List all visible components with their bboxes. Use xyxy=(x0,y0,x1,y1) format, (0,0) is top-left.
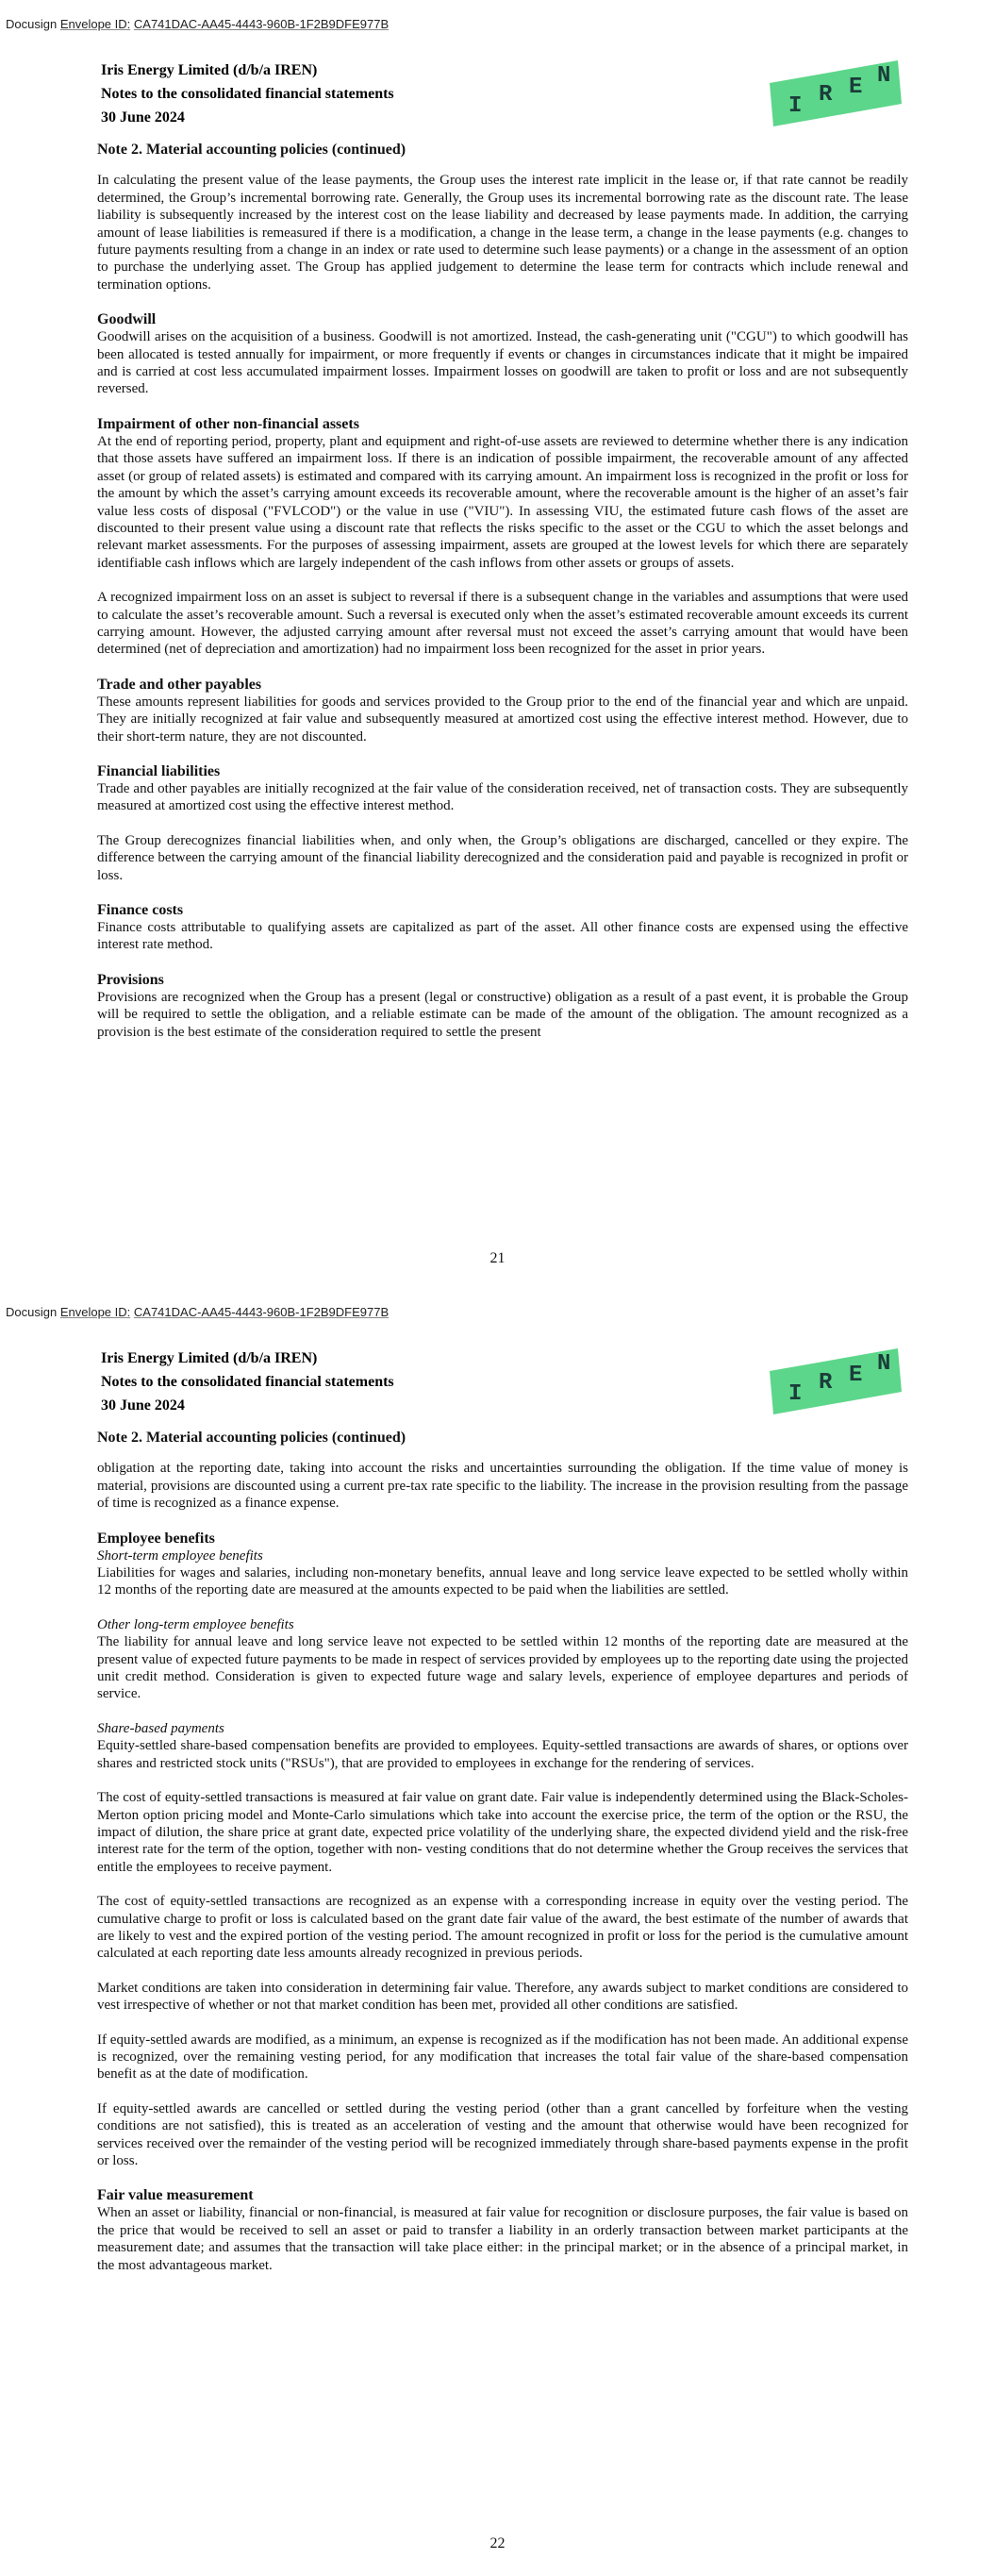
share-based-paragraph-4: Market conditions are taken into consideration in determining fair value. Therefore, any awards subject to market conditions are considered to vest irrespective of whether or not that market condition has been met, provided all other conditions are satisfied. xyxy=(97,1980,908,2014)
logo-letter-i: I xyxy=(788,93,803,119)
report-date: 30 June 2024 xyxy=(101,1397,185,1413)
page-content xyxy=(97,1430,908,2274)
goodwill-heading: Goodwill xyxy=(97,311,157,328)
long-term-benefits-paragraph: The liability for annual leave and long service leave not expected to be settled within 12 months of the reporting date are measured at the present value of expected future payments to be made in respect of services provided by employees up to the reporting date using the projected unit credit method. Consideration is given to expected future wage and salary levels, experience of employee departures and periods of service. xyxy=(97,1634,908,1702)
impairment-heading: Impairment of other non-financial assets xyxy=(97,415,359,432)
envelope-prefix: Docusign xyxy=(6,17,58,31)
envelope-id-value: CA741DAC-AA45-4443-960B-1F2B9DFE977B xyxy=(133,1305,390,1319)
report-date: 30 June 2024 xyxy=(101,109,185,125)
company-name: Iris Energy Limited (d/b/a IREN) xyxy=(101,1350,318,1366)
finance-costs-paragraph: Finance costs attributable to qualifying assets are capitalized as part of the asset. All other finance costs are expensed using the effective interest rate method. xyxy=(97,920,908,953)
fair-value-paragraph: When an asset or liability, financial or non-financial, is measured at fair value for recognition or disclosure purposes, the fair value is based on the price that would be received to sell an asset or paid to transfer a liability in an orderly transaction between market participants at the measurement date; and assumes that the transaction will take place either: in the principal market; or in the absence of a principal market, in the most advantageous market. xyxy=(97,2205,908,2273)
payables-paragraph: These amounts represent liabilities for goods and services provided to the Group prior to the end of the financial year and which are unpaid. They are initially recognized at fair value and subsequently measured at amortized cost using the effective interest method. However, due to their short-term nature, they are not discounted. xyxy=(97,694,908,744)
logo-letter-r: R xyxy=(819,1370,833,1396)
envelope-label: Envelope ID: xyxy=(59,1305,131,1319)
page-content xyxy=(97,142,908,1041)
share-based-paragraph-3: The cost of equity-settled transactions are recognized as an expense with a corresponding increase in equity over the vesting period. The cumulative charge to profit or loss is calculated based on the grant date fair value of the award, the best estimate of the number of awards that are likely to vest and the expired portion of the vesting period. The amount recognized in profit or loss for the period is the cumulative amount calculated at each reporting date less amounts already recognized in previous periods. xyxy=(97,1894,908,1962)
employee-benefits-heading: Employee benefits xyxy=(97,1530,215,1547)
logo-letter-n: N xyxy=(877,63,891,89)
share-based-paragraph-1: Equity-settled share-based compensation benefits are provided to employees. Equity-settled transactions are awards of shares, or options over shares and restricted stock units ("RSUs"), that are provided to employees in exchange for the rendering of services. xyxy=(97,1738,908,1771)
provisions-heading: Provisions xyxy=(97,971,164,988)
docusign-envelope-id xyxy=(6,1305,389,1319)
page-number: 21 xyxy=(489,1250,506,1266)
provisions-paragraph: Provisions are recognized when the Group has a present (legal or constructive) obligation as a result of a past event, it is probable the Group will be required to settle the obligation, and a reliable estimate can be made of the amount of the obligation. The amount recognized as a provision is the best estimate of the consideration required to settle the present xyxy=(97,989,908,1040)
financial-liabilities-heading: Financial liabilities xyxy=(97,762,221,779)
long-term-benefits-subheading: Other long-term employee benefits xyxy=(97,1616,294,1632)
envelope-label: Envelope ID: xyxy=(59,17,131,31)
page-22 xyxy=(0,1288,995,2576)
logo-letter-i: I xyxy=(788,1381,803,1407)
share-based-paragraph-6: If equity-settled awards are cancelled or settled during the vesting period (other than a grant cancelled by forfeiture when the vesting conditions are not satisfied), this is treated as an acceleration of vesting and the amount that otherwise would have been recognized for services received over the remainder of the vesting period will be recognized immediately through share-based payments expense in the profit or loss. xyxy=(97,2100,908,2168)
lease-paragraph: In calculating the present value of the lease payments, the Group uses the interest rate implicit in the lease or, if that rate cannot be readily determined, the Group’s incremental borrowing rate. Generally, the Group uses its incremental borrowing rate as the discount rate. The lease liability is subsequently increased by the interest cost on the lease liability and decreased by lease payments made. In addition, the carrying amount of lease liabilities is remeasured if there is a modification, a change in the lease term, a change in the lease payments (e.g. changes to future payments resulting from a change in an index or rate used to determine such lease payments) or a change in the assessment of an option to purchase the underlying asset. The Group has applied judgement to determine the lease term for contracts which include renewal and termination options. xyxy=(97,173,908,293)
note-heading: Note 2. Material accounting policies (continued) xyxy=(97,1430,406,1446)
report-title: Notes to the consolidated financial statements xyxy=(101,86,394,102)
logo-letter-e: E xyxy=(849,75,863,100)
envelope-prefix: Docusign xyxy=(6,1305,58,1319)
provisions-continued-paragraph: obligation at the reporting date, taking into account the risks and uncertainties surrounding the obligation. If the time value of money is material, provisions are discounted using a current pre-tax rate specific to the liability. The increase in the provision resulting from the passage of time is recognized as a finance expense. xyxy=(97,1461,908,1512)
finance-costs-heading: Finance costs xyxy=(97,902,184,918)
short-term-benefits-paragraph: Liabilities for wages and salaries, including non-monetary benefits, annual leave and long service leave expected to be settled wholly within 12 months of the reporting date are measured at the amounts expected to be paid when the liabilities are settled. xyxy=(97,1565,908,1598)
impairment-paragraph-1: At the end of reporting period, property, plant and equipment and right-of-use assets are reviewed to determine whether there is any indication that those assets have suffered an impairment loss. If there is an indication of possible impairment, the recoverable amount of any affected asset (or group of related assets) is estimated and compared with its carrying amount. An impairment loss is recognized in the profit or loss for the amount by which the asset’s carrying amount exceeds its recoverable amount, where the recoverable amount is the higher of an asset’s fair value less costs of disposal ("FVLCOD") or the value in use ("VIU"). In assessing VIU, the estimated future cash flows of the asset are discounted to their present value using a discount rate that reflects the risks specific to the asset or the CGU to which the asset belongs and relevant market assessments. For the purposes of assessing impairment, assets are grouped at the lowest levels for which there are separately identifiable cash inflows which are largely independent of the cash inflows from other assets or groups of assets. xyxy=(97,433,908,571)
logo-letter-n: N xyxy=(877,1351,891,1377)
short-term-benefits-subheading: Short-term employee benefits xyxy=(97,1547,263,1564)
envelope-id-value: CA741DAC-AA45-4443-960B-1F2B9DFE977B xyxy=(133,17,390,31)
report-title: Notes to the consolidated financial statements xyxy=(101,1374,394,1390)
financial-liabilities-paragraph-2: The Group derecognizes financial liabilities when, and only when, the Group’s obligations are discharged, cancelled or they expire. The difference between the carrying amount of the financial liability derecognized and the consideration paid and payable is recognized in profit or loss. xyxy=(97,832,908,883)
company-name: Iris Energy Limited (d/b/a IREN) xyxy=(101,62,318,78)
share-based-paragraph-2: The cost of equity-settled transactions is measured at fair value on grant date. Fair value is independently determined using the Black-Scholes-Merton option pricing model and Monte-Carlo simulations which take into account the exercise price, the term of the option or the RSU, the impact of dilution, the share price at grant date, expected price volatility of the underlying share, the expected dividend yield and the risk-free interest rate for the term of the option, together with non- vesting conditions that do not determine whether the Group receives the services that entitle the employees to receive payment. xyxy=(97,1790,908,1875)
fair-value-heading: Fair value measurement xyxy=(97,2187,254,2204)
iren-logo xyxy=(766,1343,907,1416)
impairment-paragraph-2: A recognized impairment loss on an asset is subject to reversal if there is a subsequent change in the variables and assumptions that were used to calculate the asset’s recoverable amount. Such a reversal is executed only when the asset’s estimated recoverable amount exceeds its current carrying amount. However, the adjusted carrying amount after reversal must not exceed the asset’s carrying amount that would have been determined (net of depreciation and amortization) had no impairment loss been recognized for the asset in prior years. xyxy=(97,590,908,658)
payables-heading: Trade and other payables xyxy=(97,676,262,693)
share-based-paragraph-5: If equity-settled awards are modified, as a minimum, an expense is recognized as if the modification has not been made. An additional expense is recognized, over the remaining vesting period, for any modification that increases the total fair value of the share-based compensation benefit as at the date of modification. xyxy=(97,2032,908,2083)
report-header xyxy=(101,59,394,129)
docusign-envelope-id xyxy=(6,17,389,31)
report-header xyxy=(101,1347,394,1417)
logo-letter-e: E xyxy=(849,1363,863,1388)
financial-liabilities-paragraph-1: Trade and other payables are initially recognized at the fair value of the consideration received, net of transaction costs. They are subsequently measured at amortized cost using the effective interest method. xyxy=(97,780,908,814)
page-number: 22 xyxy=(489,2535,506,2551)
share-based-payments-subheading: Share-based payments xyxy=(97,1720,224,1736)
logo-letter-r: R xyxy=(819,82,833,108)
note-heading: Note 2. Material accounting policies (continued) xyxy=(97,142,406,158)
goodwill-paragraph: Goodwill arises on the acquisition of a business. Goodwill is not amortized. Instead, the cash-generating unit ("CGU") to which goodwill has been allocated is tested annually for impairment, or more frequently if events or changes in circumstances indicate that it might be impaired and is carried at cost less accumulated impairment losses. Impairment losses on goodwill are taken to profit or loss and are not subsequently reversed. xyxy=(97,329,908,397)
iren-logo xyxy=(766,55,907,128)
